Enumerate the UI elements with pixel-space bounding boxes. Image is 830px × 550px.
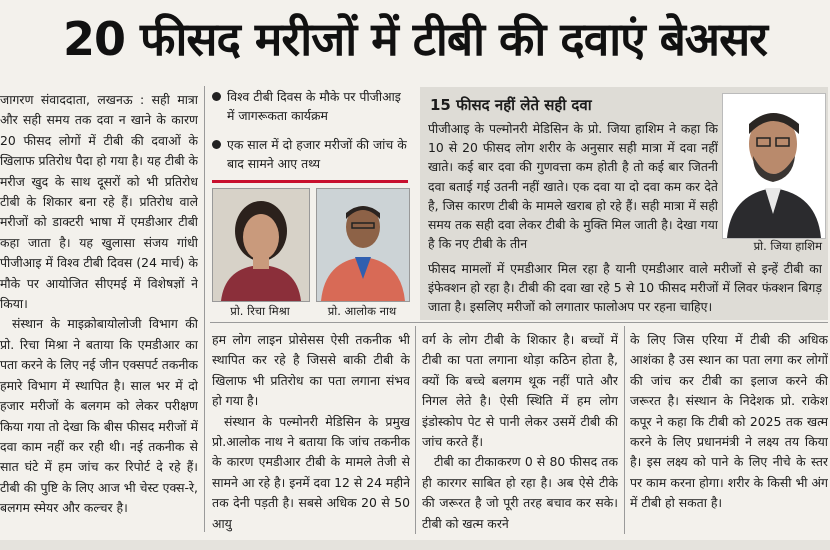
box-text-top: पीजीआइ के पल्मोनरी मेडिसिन के प्रो. जिया हाशिम ने कहा कि 10 से 20 फीसद लोग शरीर के अनुसार सही मात्रा में दवा नहीं खाते। कई बार दवा की गुणवत्ता कम होती है तो कई बार जितनी दवा बताई गई उतनी नहीं खाते। एक दवा या दो दवा कम कर देते है, जिस कारण टीबी के मामले खराब हो रहे हैं। सही मात्रा में सही समय तक सही दवा लेकर टीबी के मुक्ति मिल जाती है। देखा गया है कि नए टीबी के तीन — [428, 121, 718, 252]
photo-alok-nath — [316, 188, 410, 302]
paragraph: हम लोग लाइन प्रोसेसस ऐसी तकनीक भी स्थापित कर रहे है जिससे बाकी टीबी के खिलाफ भी प्रतिरोध का पता लगाना संभव हो गया है। — [212, 332, 410, 409]
section-divider — [210, 322, 828, 323]
paragraph: टीबी का टीकाकरण 0 से 80 फीसद तक ही कारगर साबित हो रहा है। अब ऐसे टीके की जरूरत है जो पूरी तरह बचाव कर सके। टीबी को खत्म करने — [422, 454, 618, 531]
box-title: 15 फीसद नहीं लेते सही दवा — [430, 96, 592, 114]
bullet-text: एक साल में दो हजार मरीजों की जांच के बाद सामने आए तथ्य — [227, 137, 407, 171]
bullet-text: विश्व टीबी दिवस के मौके पर पीजीआइ में जागरूकता कार्यक्रम — [227, 89, 401, 123]
accent-bar — [212, 180, 408, 183]
column-divider — [415, 326, 416, 534]
article-column-1 — [0, 90, 198, 536]
column-divider — [624, 326, 625, 534]
portrait-man-icon — [317, 189, 409, 301]
column-divider — [204, 86, 205, 532]
photo-zia-hashim — [722, 93, 826, 239]
article-column-2 — [212, 330, 410, 536]
box-photo-caption: प्रो. जिया हाशिम — [753, 239, 822, 253]
paragraph: संस्थान के माइक्रोबायोलोजी विभाग की प्रो. रिचा मिश्रा ने बताया कि एमडीआर का पता करने के लिए नई जीन एक्सपर्ट तकनीक हमारे विभाग में स्थापित है। साल भर में दो हजार मरीजों के बलगम को लेकर परीक्षण किया गया तो देखा कि बीस फीसद मरीजों में दवा काम नहीं कर रही थी। नई तकनीक से सात घंटे में हम जांच कर रिपोर्ट दे रहे हैं। टीबी की पुष्टि के लिए आज भी चेस्ट एक्स-रे, बलगम स्मेयर और कल्चर है। — [0, 316, 198, 516]
box-text-bottom: फीसद मामलों में एमडीआर मिल रहा है यानी एमडीआर वाले मरीजों से इन्हें टीबी का इंफेक्शन हो रहा है। टीबी की दवा खा रहे 5 से 10 फीसद मरीजों में लिवर फंक्शन बिगड़ जाता है। इसलिए मरीजों को लगातार फालोअप पर रहना चाहिए। — [428, 261, 822, 315]
bullet-icon — [212, 92, 221, 101]
headline: 20 फीसद मरीजों में टीबी की दवाएं बेअसर — [62, 12, 767, 66]
bullet-item — [212, 87, 408, 125]
paragraph: वर्ग के लोग टीबी के शिकार है। बच्चों में टीबी का पता लगाना थोड़ा कठिन होता है, क्यों कि बच्चे बलगम थूक नहीं पाते और निगल लेते है। ऐसी स्थिति में हम लोग इंडोस्कोप पेट से पानी लेकर उसमें टीबी की जांच करते हैं। — [422, 332, 618, 450]
sidebar-story-box — [420, 87, 828, 320]
highlight-bullets — [212, 87, 408, 183]
article-column-3 — [422, 330, 618, 536]
portrait-woman-icon — [213, 189, 309, 301]
photo-caption: प्रो. आलोक नाथ — [327, 304, 397, 318]
photo-richa-mishra — [212, 188, 310, 302]
bullet-item — [212, 135, 408, 173]
article-column-4 — [630, 330, 828, 536]
paragraph: संस्थान के पल्मोनरी मेडिसिन के प्रमुख प्रो.आलोक नाथ ने बताया कि जांच तकनीक के कारण एमडीआर टीबी के मामले तेजी से सामने आ रहे है। इनमें दवा 12 से 24 महीने तक देनी पड़ती है। सबसे अधिक 20 से 50 आयु — [212, 413, 410, 531]
portrait-man-icon — [723, 94, 825, 238]
bullet-icon — [212, 140, 221, 149]
paragraph: के लिए जिस एरिया में टीबी की अधिक आशंका है उस स्थान का पता लगा कर लोगों की जांच कर टीबी का इलाज करने की जरूरत है। संस्थान के निदेशक प्रो. राकेश कपूर ने कहा कि टीबी को 2025 तक खत्म करने के लिए प्रधानमंत्री ने लक्ष्य तय किया है। इस लक्ष्य को पाने के लिए नीचे के स्तर पर काम करना होगा। शरीर के किसी भी अंग में टीबी हो सकता है। — [630, 332, 828, 511]
photo-caption: प्रो. रिचा मिश्रा — [230, 304, 290, 318]
lead-paragraph: जागरण संवाददाता, लखनऊ : सही मात्रा और सही समय तक दवा न खाने के कारण 20 फीसद लोगों में टीबी की दवाओं के खिलाफ प्रतिरोध पैदा हो गया है। यह टीबी के मरीज खुद के साथ दूसरों को भी प्रतिरोध टीबी के शिकार बना रहे हैं। प्रतिरोध वाले मरीजों को डाक्टरी भाषा में एमडीआर टीबी कहा जाता है। यह खुलासा संजय गांधी पीजीआइ में विश्व टीबी दिवस (24 मार्च) के मौके पर आयोजित सीएमई में विशेषज्ञों ने किया। — [0, 92, 198, 312]
page-bottom-edge — [0, 540, 830, 550]
